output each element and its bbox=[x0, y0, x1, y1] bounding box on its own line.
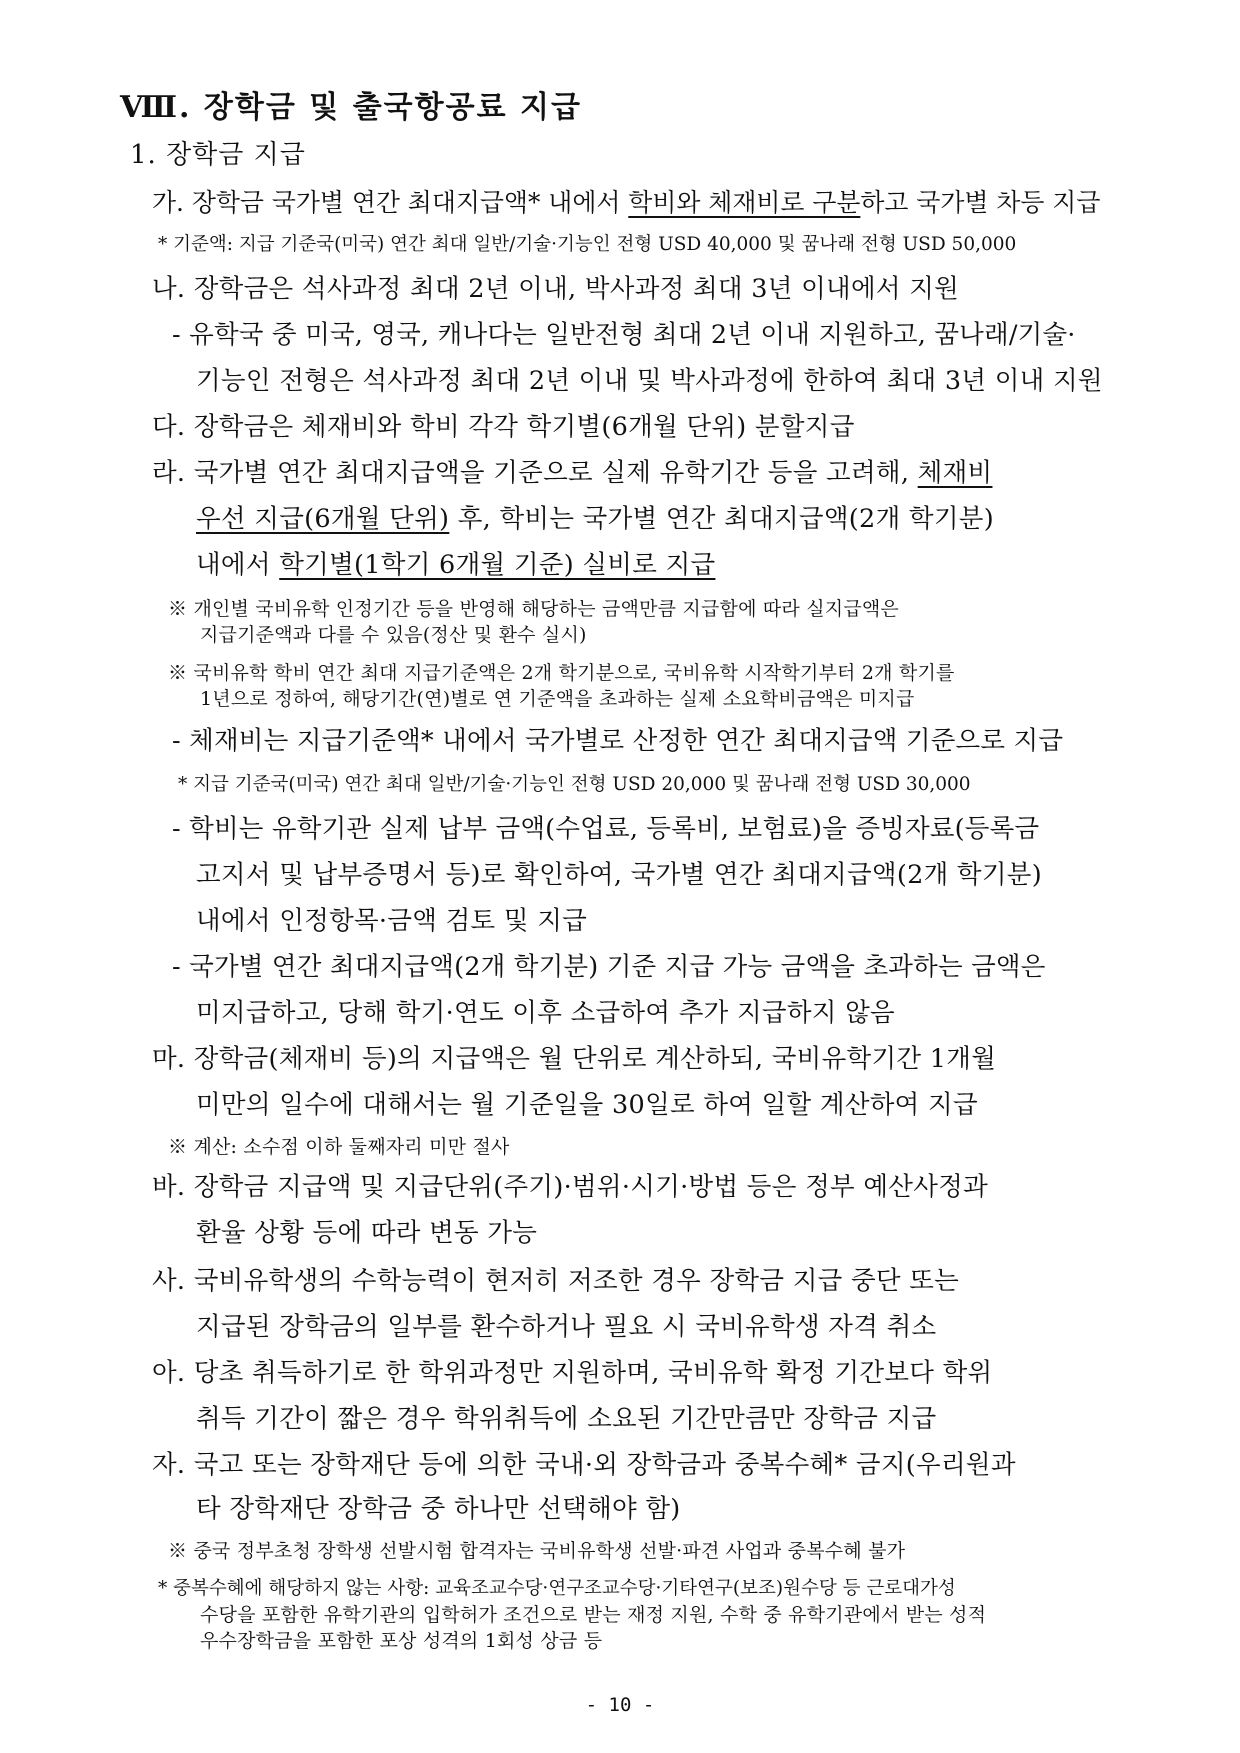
item-a-1: 아. 당초 취득하기로 한 학위과정만 지원하며, 국비유학 확정 기간보다 학위 bbox=[152, 1358, 993, 1388]
section-heading: 1. 장학금 지급 bbox=[130, 140, 306, 170]
item-da: 다. 장학금은 체재비와 학비 각각 학기별(6개월 단위) 분할지급 bbox=[152, 412, 855, 442]
item-ga-underline: 학비와 체재비로 구분 bbox=[628, 188, 861, 217]
item-ra-note-1b: 지급기준액과 다를 수 있음(정산 및 환수 실시) bbox=[200, 624, 587, 646]
item-ga-note: * 기준액: 지급 기준국(미국) 연간 최대 일반/기술·기능인 전형 USD 40,000 및 꿈나래 전형 USD 50,000 bbox=[158, 234, 1017, 255]
item-ba-2: 환율 상황 등에 따라 변동 가능 bbox=[196, 1218, 538, 1248]
item-ra-sub-1: - 체재비는 지급기준액* 내에서 국가별로 산정한 연간 최대지급액 기준으로 지급 bbox=[172, 726, 1064, 756]
item-ja-2: 타 장학재단 장학금 중 하나만 선택해야 함) bbox=[196, 1494, 681, 1524]
item-ra-underline-2: 우선 지급(6개월 단위) bbox=[196, 504, 450, 534]
item-ja-note: ※ 중국 정부초청 장학생 선발시험 합격자는 국비유학생 선발·파견 사업과 중복수혜 불가 bbox=[168, 1540, 906, 1562]
item-na-sub-2: 기능인 전형은 석사과정 최대 2년 이내 및 박사과정에 한하여 최대 3년 이내 지원 bbox=[196, 366, 1103, 396]
page-number: - 10 - bbox=[585, 1694, 655, 1716]
item-ra-underline-3: 학기별(1학기 6개월 기준) 실비로 지급 bbox=[279, 550, 716, 580]
item-ra-note-2b: 1년으로 정하여, 해당기간(연)별로 연 기준액을 초과하는 실제 소요학비금액은 미지급 bbox=[200, 688, 915, 710]
item-ra-note-1a: ※ 개인별 국비유학 인정기간 등을 반영해 해당하는 금액만큼 지급함에 따라 실지급액은 bbox=[168, 598, 899, 620]
item-ra-sub-3b: 미지급하고, 당해 학기·연도 이후 소급하여 추가 지급하지 않음 bbox=[196, 998, 895, 1028]
item-ra-text-3: 내에서 bbox=[196, 550, 280, 580]
item-ga-text: 가. 장학금 국가별 연간 최대지급액* 내에서 bbox=[152, 188, 629, 217]
item-ra-sub-2a: - 학비는 유학기관 실제 납부 금액(수업료, 등록비, 보험료)을 증빙자료(등록금 bbox=[172, 814, 1040, 844]
item-ja-star-3: 우수장학금을 포함한 포상 성격의 1회성 상금 등 bbox=[200, 1630, 603, 1652]
item-sa-1: 사. 국비유학생의 수학능력이 현저히 저조한 경우 장학금 지급 중단 또는 bbox=[152, 1266, 960, 1296]
item-ra-note-2a: ※ 국비유학 학비 연간 최대 지급기준액은 2개 학기분으로, 국비유학 시작학기부터 2개 학기를 bbox=[168, 662, 955, 684]
item-ra-sub-1-note: * 지급 기준국(미국) 연간 최대 일반/기술·기능인 전형 USD 20,000 및 꿈나래 전형 USD 30,000 bbox=[178, 774, 971, 795]
item-ra-line-2 bbox=[196, 504, 994, 535]
item-ja-star-1: * 중복수혜에 해당하지 않는 사항: 교육조교수당·연구조교수당·기타연구(보조)원수당 등 근로대가성 bbox=[158, 1578, 956, 1599]
item-ra-text: 라. 국가별 연간 최대지급액을 기준으로 실제 유학기간 등을 고려해, bbox=[152, 458, 918, 488]
chapter-title: Ⅷ. 장학금 및 출국항공료 지급 bbox=[120, 90, 582, 125]
item-ra-text-2: 후, 학비는 국가별 연간 최대지급액(2개 학기분) bbox=[449, 504, 994, 534]
item-ra-line-1 bbox=[152, 458, 992, 489]
item-ja-1: 자. 국고 또는 장학재단 등에 의한 국내·외 장학금과 중복수혜* 금지(우리원과 bbox=[152, 1450, 1016, 1480]
item-ra-sub-2b: 고지서 및 납부증명서 등)로 확인하여, 국가별 연간 최대지급액(2개 학기분) bbox=[196, 860, 1042, 890]
item-ma-2: 미만의 일수에 대해서는 월 기준일을 30일로 하여 일할 계산하여 지급 bbox=[196, 1090, 978, 1120]
item-ma-note: ※ 계산: 소수점 이하 둘째자리 미만 절사 bbox=[168, 1136, 510, 1158]
item-ra-underline-1: 체재비 bbox=[917, 458, 993, 488]
item-ra-line-3 bbox=[196, 550, 715, 581]
item-ja-star-2: 수당을 포함한 유학기관의 입학허가 조건으로 받는 재정 지원, 수학 중 유학기관에서 받는 성적 bbox=[200, 1604, 987, 1626]
item-na: 나. 장학금은 석사과정 최대 2년 이내, 박사과정 최대 3년 이내에서 지원 bbox=[152, 274, 960, 304]
item-ra-sub-2c: 내에서 인정항목·금액 검토 및 지급 bbox=[196, 906, 588, 936]
item-ba-1: 바. 장학금 지급액 및 지급단위(주기)·범위·시기·방법 등은 정부 예산사정과 bbox=[152, 1172, 989, 1202]
item-ga bbox=[152, 188, 1100, 218]
item-ra-sub-3a: - 국가별 연간 최대지급액(2개 학기분) 기준 지급 가능 금액을 초과하는 금액은 bbox=[172, 952, 1046, 982]
item-sa-2: 지급된 장학금의 일부를 환수하거나 필요 시 국비유학생 자격 취소 bbox=[196, 1312, 937, 1342]
item-ma-1: 마. 장학금(체재비 등)의 지급액은 월 단위로 계산하되, 국비유학기간 1개월 bbox=[152, 1044, 997, 1074]
item-na-sub-1: - 유학국 중 미국, 영국, 캐나다는 일반전형 최대 2년 이내 지원하고, 꿈나래/기술· bbox=[172, 320, 1076, 350]
item-a-2: 취득 기간이 짧은 경우 학위취득에 소요된 기간만큼만 장학금 지급 bbox=[196, 1404, 937, 1434]
item-ga-text-end: 하고 국가별 차등 지급 bbox=[860, 188, 1101, 217]
